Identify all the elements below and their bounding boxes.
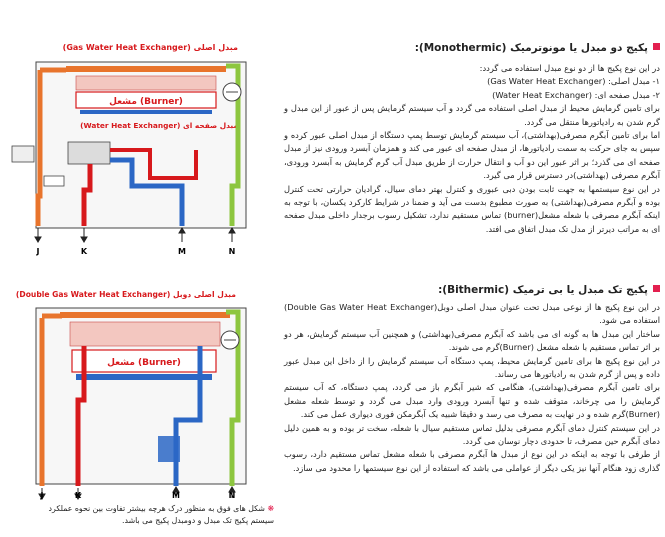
figure-note — [28, 503, 274, 527]
bullet-square-icon — [653, 285, 660, 292]
main-exchanger-top-2 — [60, 312, 230, 318]
diverter-valve-1 — [44, 176, 64, 186]
section1-p6: در این نوع سیستمها به جهت ثابت بودن دبی عبوری و کنترل بهتر دمای سیال، گرادیان حرارتی تحت کنترل بوده و آبگرم مصرفی(بهداشتی) به صورت مطبوع بدست می آید و ضمنا در شرایط کارکرد یکسان، با توجه به اینکه آبگرم مصرفی با شعله مشعل(burner) تماس مستقیم ندارد، تشکیل رسوب برجدار داخلی مبدل صفحه ای به مراتب دیرتر از مدل تک مبدل اتفاق می افتد. — [284, 183, 660, 234]
section2-heading: پکیج تک مبدل یا بی ترمیک (Bithermic): — [438, 284, 660, 297]
ports-1 — [35, 228, 235, 242]
section1-p3: ۲- مبدل صفحه ای: (Water Heat Exchanger) — [492, 89, 660, 100]
diagram1-sub-label: (Water Heat Exchanger) مبدل صفحه ای — [80, 121, 238, 130]
ports-2 — [39, 487, 235, 499]
section2-p2: ساختار این مبدل ها به گونه ای می باشد که آبگرم مصرفی(بهداشتی) و همچنین آب سیستم گرمایش، هر دو بر اثر تماس مستقیم با شعله مشعل (Burner)گرم می شوند. — [284, 328, 660, 353]
diagram-bithermic — [16, 290, 246, 500]
bullet-square-icon — [653, 43, 660, 50]
double-exchanger — [70, 322, 220, 346]
section1-heading: پکیج دو مبدل یا مونوترمیک (Monothermic): — [415, 42, 660, 55]
section1-body — [284, 62, 660, 236]
port-2-n: N — [228, 491, 236, 500]
flames-1 — [80, 110, 212, 114]
port-2-j: J — [40, 491, 44, 500]
flames-2 — [76, 374, 212, 380]
section2-body — [284, 301, 660, 475]
diagram2-title: (Double Gas Water Heat Exchanger) مبدل اصلی دوبل — [15, 290, 236, 299]
section2-p5: در این سیستم کنترل دمای آبگرم مصرفی بدلیل تماس مستقیم سیال با شعله، سخت تر بوده و به همین دلیل دمای آبگرم حین مصرف، تا حدودی دچار نوسان می گردد. — [284, 422, 660, 447]
section1-p2: ۱- مبدل اصلی: (Gas Water Heat Exchanger) — [487, 76, 660, 87]
section2-p1: در این نوع پکیج ها از نوعی مبدل تحت عنوان مبدل اصلی دوبل(Double Gas Water Heat Exchanger) استفاده می شود. — [284, 302, 660, 326]
port-1-j: J — [36, 247, 40, 256]
port-2-m: M — [172, 491, 180, 500]
water-valve-2 — [158, 436, 180, 462]
boiler-diagrams — [0, 0, 282, 533]
burner-1-label: مشعل (Burner) — [109, 97, 183, 107]
section2-p3: در این نوع پکیج ها برای تامین گرمایش محیط، پمپ دستگاه آب سیستم گرمایش را از داخل این مبدل عبور داده و پس از گرم شدن به رادیاتورها می رساند. — [284, 355, 660, 380]
section1-p5: اما برای تامین آبگرم مصرفی(بهداشتی)، آب سیستم گرمایش توسط پمپ دستگاه از مبدل اصلی عبور کرده و سپس به جای حرکت به سمت رادیاتورها، از مبدل صفحه ای عبور می کند و همزمان آبسرد ورودی نیز از مبدل صفحه ای می گذرد؛ بر اثر عبور این دو آب و انتقال حرارت از طریق مبدل آب گرم گرمایش به آبسرد ورودی، آبگرم مصرفی (بهداشتی)در دسترس قرار می گیرد. — [284, 130, 660, 181]
gas-valve-1 — [12, 146, 34, 162]
port-1-k: K — [80, 247, 88, 256]
section1-p1: در این نوع پکیج ها از دو نوع مبدل استفاده می گردد: — [479, 63, 660, 73]
exchanger-fins — [76, 76, 216, 90]
port-1-n: N — [228, 247, 236, 256]
note-text: شکل های فوق به منظور درک هرچه بیشتر تفاوت بین نحوه عملکرد سیستم پکیج تک مبدل و دومبدل پکیج می باشد. — [48, 504, 274, 525]
diagram-monothermic — [12, 43, 246, 256]
note-star: ❋ — [267, 504, 274, 513]
main-exchanger-top — [66, 66, 226, 72]
pipe-heating-flow — [38, 70, 40, 226]
section1-p4: برای تامین گرمایش محیط از مبدل اصلی استفاده می گردد و آب سیستم گرمایش پس از عبور از این مبدل و گرم شدن به رادیاتورها منتقل می گردد. — [284, 103, 660, 127]
section2-p6: از طرفی با توجه به اینکه در این نوع از مبدل ها آبگرم مصرفی با شعله مشعل تماس مستقیم دارد، رسوب گذاری زود هنگام آنها نیز یکی دیگر از عواملی می باشد که استفاده از این نوع سیستمها را محدود می سازد. — [284, 449, 660, 473]
plate-exchanger — [68, 142, 110, 164]
burner-2-label: مشعل (Burner) — [107, 358, 181, 368]
diagrams-column — [0, 0, 282, 533]
section2-p4: برای تامین آبگرم مصرفی(بهداشتی)، هنگامی که شیر آبگرم باز می گردد، پمپ دستگاه، که آب سیستم گرمایش را می چرخاند، متوقف شده و تنها آبسرد ورودی وارد مبدل می گردد و توسط شعله مشعل (Burner)گرم شده و در نهایت به مصرف می رسد و دقیقا شبیه یک آبگرمکن فوری دیواری عمل می کند. — [284, 382, 660, 420]
diagram1-title: (Gas Water Heat Exchanger) مبدل اصلی — [62, 43, 238, 52]
port-1-m: M — [178, 247, 186, 256]
port-2-k: K — [74, 491, 82, 500]
